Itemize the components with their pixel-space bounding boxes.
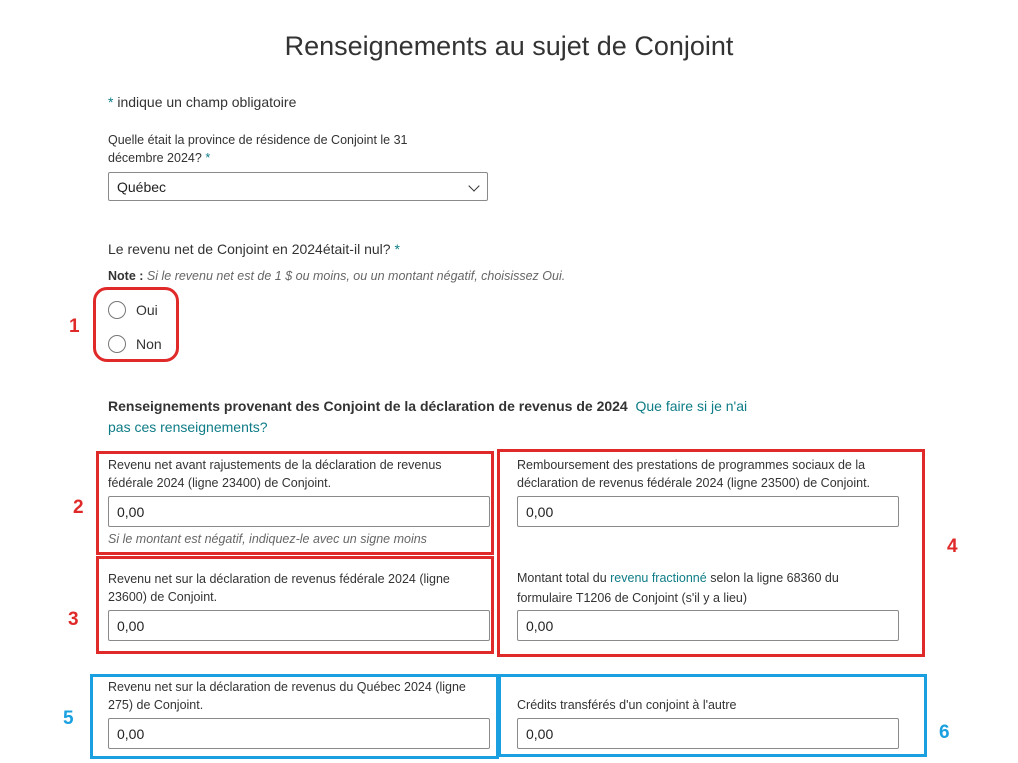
transferred-credits-input[interactable]: 0,00 xyxy=(517,718,899,749)
line275-label: Revenu net sur la déclaration de revenus du Québec 2024 (ligne 275) de Conjoint. xyxy=(108,680,466,712)
line23600-input[interactable]: 0,00 xyxy=(108,610,490,641)
page-title: Renseignements au sujet de Conjoint xyxy=(284,31,734,61)
annotation-box-3 xyxy=(96,556,494,654)
annotation-number-2: 2 xyxy=(73,497,84,518)
net-income-zero-asterisk: * xyxy=(394,241,400,257)
note-text: Si le revenu net est de 1 $ ou moins, ou un montant négatif, choisissez Oui. xyxy=(146,269,566,283)
annotation-number-3: 3 xyxy=(68,609,79,630)
note-label: Note : xyxy=(108,269,144,283)
net-income-zero-question xyxy=(108,241,400,257)
annotation-box-4 xyxy=(497,449,925,657)
line23400-label: Revenu net avant rajustements de la déclaration de revenus fédérale 2024 (ligne 23400) de Conjoint. xyxy=(108,458,442,490)
annotation-box-6 xyxy=(498,674,927,757)
line275-input[interactable]: 0,00 xyxy=(108,718,490,749)
split-income-input[interactable]: 0,00 xyxy=(517,610,899,641)
annotation-number-5: 5 xyxy=(63,708,74,729)
required-field-note xyxy=(108,94,296,110)
line23400-input[interactable]: 0,00 xyxy=(108,496,490,527)
required-note-text: indique un champ obligatoire xyxy=(113,94,297,110)
province-label xyxy=(108,131,418,167)
radio-oui-label[interactable]: Oui xyxy=(136,302,158,318)
province-select-value: Québec xyxy=(117,179,167,195)
province-label-text: Quelle était la province de résidence de Conjoint le 31 décembre 2024? xyxy=(108,133,408,165)
annotation-number-4: 4 xyxy=(947,536,958,557)
chevron-down-icon xyxy=(468,180,479,191)
province-select[interactable] xyxy=(108,172,488,201)
net-income-zero-question-text: Le revenu net de Conjoint en 2024était-il nul? xyxy=(108,241,391,257)
transferred-credits-label: Crédits transférés d'un conjoint à l'autre xyxy=(517,698,737,712)
line23500-input[interactable]: 0,00 xyxy=(517,496,899,527)
annotation-number-1: 1 xyxy=(69,316,80,337)
annotation-box-5 xyxy=(90,674,499,759)
split-income-link[interactable]: revenu fractionné xyxy=(610,571,707,585)
annotation-box-1 xyxy=(93,287,179,362)
line23400-hint: Si le montant est négatif, indiquez-le avec un signe moins xyxy=(108,532,427,546)
radio-non-label[interactable]: Non xyxy=(136,336,162,352)
split-income-label-before: Montant total du xyxy=(517,571,611,585)
split-income-label-after: selon la ligne 68360 du formulaire T1206 de Conjoint (s'il y a lieu) xyxy=(517,571,839,605)
line23600-label: Revenu net sur la déclaration de revenus fédérale 2024 (ligne 23600) de Conjoint. xyxy=(108,572,450,604)
annotation-box-2 xyxy=(96,451,494,555)
section-heading-text: Renseignements provenant des Conjoint de la déclaration de revenus de 2024 xyxy=(108,398,628,414)
annotation-number-6: 6 xyxy=(939,722,950,743)
section-heading xyxy=(108,396,748,438)
required-asterisk: * xyxy=(108,94,114,110)
help-link[interactable]: Que faire si je n'ai pas ces renseignements? xyxy=(108,398,748,435)
net-income-note xyxy=(108,269,565,283)
line23500-label: Remboursement des prestations de programmes sociaux de la déclaration de revenus fédérale 2024 (ligne 23500) de Conjoint. xyxy=(517,458,871,490)
province-required-asterisk: * xyxy=(205,151,211,165)
